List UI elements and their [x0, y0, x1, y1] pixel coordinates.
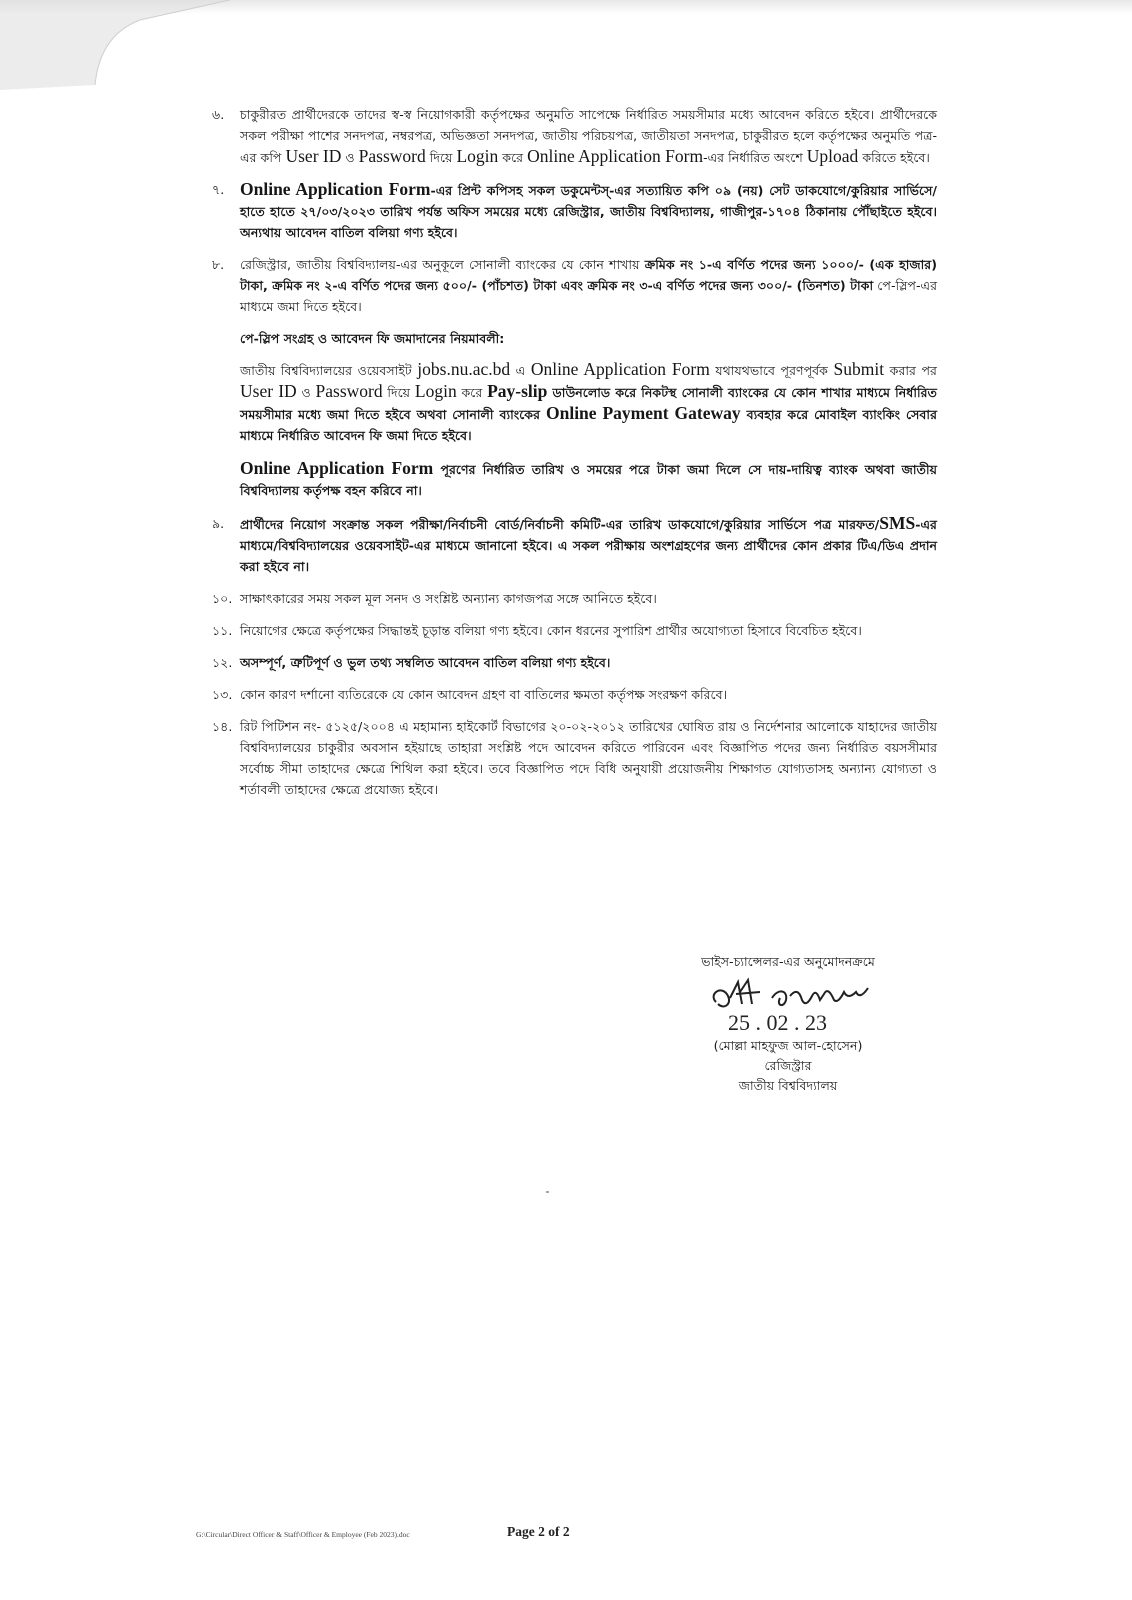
text-segment: পে-স্লিপ-এর মাধ্যমে জমা দিতে হইবে। [240, 278, 937, 314]
text-segment: কোন কারণ দর্শানো ব্যতিরেকে যে কোন আবেদন গ্রহণ বা বাতিলের ক্ষমতা কর্তৃপক্ষ সংরক্ষণ করিবে। [240, 687, 728, 702]
text-segment: Upload [806, 146, 859, 166]
text-segment: ক্রমিক নং ১-এ বর্ণিত পদের জন্য ১০০০/- (এক হাজার) টাকা, ক্রমিক নং ২-এ বর্ণিত পদের জন্য ৫০০/- (পাঁচশত) টাকা এবং ক্রমিক নং ৩-এ বর্ণিত পদের জন্য ৩০০/- (তিনশত) টাকা [240, 257, 937, 293]
signatory-designation: রেজিস্ট্রার [764, 1058, 812, 1073]
footer-page-number: Page 2 of 2 [507, 1524, 570, 1539]
text-segment: Password [358, 146, 426, 166]
item-text [240, 104, 937, 168]
text-segment: -এর নির্ধারিত অংশে [703, 150, 807, 165]
text-segment: Online Application Form [240, 458, 434, 478]
item-number: ৬. [212, 107, 225, 122]
text-segment: করার পর [884, 363, 937, 378]
text-segment: Login [414, 381, 457, 401]
text-segment: ও [341, 150, 359, 165]
text-segment: -এর মাধ্যমে/বিশ্ববিদ্যালয়ের ওয়েবসাইট-এর মাধ্যমে জানানো হইবে। এ সকল পরীক্ষায় অংশগ্রহণের জন্য প্রার্থীদের কোন প্রকার টিএ/ডিএ প্রদান করা হইবে না। [240, 517, 937, 574]
item-text [240, 179, 937, 243]
text-segment: জাতীয় বিশ্ববিদ্যালয়ের ওয়েবসাইট [240, 363, 418, 378]
item-number: ১০. [212, 591, 233, 606]
text-segment: নিয়োগের ক্ষেত্রে কর্তৃপক্ষের সিদ্ধান্তই চূড়ান্ত বলিয়া গণ্য হইবে। কোন ধরনের সুপারিশ প্রার্থীর অযোগ্যতা হিসাবে বিবেচিত হইবে। [240, 623, 862, 638]
item-number: ১৪. [212, 719, 233, 734]
item-number: ১৩. [212, 687, 233, 702]
text-segment: অসম্পূর্ণ, ত্রুটিপূর্ণ ও ভুল তথ্য সম্বলিত আবেদন বাতিল বলিয়া গণ্য হইবে। [240, 655, 611, 670]
list-item [212, 104, 937, 168]
text-segment: Login [456, 146, 499, 166]
text-segment: ব্যবহার করে মোবাইল ব্যাংকিং সেবার মাধ্যমে নির্ধারিত আবেদন ফি জমা দিতে হইবে। [240, 407, 938, 443]
text-segment: Submit [833, 359, 885, 379]
list-item [212, 513, 937, 577]
item-number: ১২. [212, 655, 233, 670]
text-segment: এ [510, 363, 531, 378]
payslip-paragraph-2 [240, 458, 937, 501]
signatory-name: (মোল্লা মাহফুজ আল-হোসেন) [713, 1038, 863, 1053]
footer-file-path: G:\Circular\Direct Officer & Staff\Officer & Employee (Feb 2023).doc [196, 1530, 410, 1539]
item-text [240, 588, 937, 609]
list-item [212, 716, 937, 800]
text-segment: রেজিস্ট্রার, জাতীয় বিশ্ববিদ্যালয়-এর অনুকূলে সোনালী ব্যাংকের যে কোন শাখায় [240, 257, 645, 272]
numbered-list-part-2 [212, 513, 937, 800]
text-segment: Online Application Form [240, 179, 431, 199]
numbered-list-part-1 [212, 104, 937, 317]
text-segment: যথাযথভাবে পূরণপূর্বক [709, 363, 834, 378]
text-segment: User ID [240, 381, 297, 401]
text-segment: jobs.nu.ac.bd [417, 359, 511, 379]
page-curl-corner [0, 0, 230, 90]
list-item [212, 179, 937, 243]
list-item [212, 652, 937, 673]
text-segment: দিয়ে [425, 150, 457, 165]
list-item [212, 684, 937, 705]
payslip-paragraph-1 [240, 359, 937, 446]
list-item [212, 620, 937, 641]
text-segment: ও [296, 385, 316, 400]
text-segment: Online Application Form [527, 146, 704, 166]
signature-block [668, 952, 908, 1096]
document-body [212, 104, 937, 811]
text-segment: SMS [879, 513, 916, 533]
item-text [240, 652, 937, 673]
item-number: ৭. [212, 182, 225, 197]
list-item [212, 254, 937, 317]
item-text [240, 513, 937, 577]
text-segment: -এর প্রিন্ট কপিসহ সকল ডকুমেন্টস্-এর সত্যায়িত কপি ০৯ (নয়) সেট ডাকযোগে/কুরিয়ার সার্ভিসে/হাতে হাতে ২৭/০৩/২০২৩ তারিখ পর্যন্ত অফিস সময়ের মধ্যে রেজিস্ট্রার, জাতীয় বিশ্ববিদ্যালয়, গাজীপুর-১৭০৪ ঠিকানায় পৌঁছাইতে হইবে। অন্যথায় আবেদন বাতিল বলিয়া গণ্য হইবে। [240, 183, 937, 240]
item-number: ১১. [212, 623, 233, 638]
item-number: ৯. [212, 516, 225, 531]
text-segment: Password [315, 381, 383, 401]
item-text [240, 684, 937, 705]
text-segment: User ID [285, 146, 342, 166]
text-segment: চাকুরীরত প্রার্থীদেরকে তাদের স্ব-স্ব নিয়োগকারী কর্তৃপক্ষের অনুমতি সাপেক্ষে নির্ধারিত সময়সীমার মধ্যে আবেদন করিতে হইবে। প্রার্থীদেরকে সকল পরীক্ষা পাশের সনদপত্র, নম্বরপত্র, অভিজ্ঞতা সনদপত্র, জাতীয় পরিচয়পত্র, জাতীয়তা সনদপত্র, চাকুরীরত হলে কর্তৃপক্ষের অনুমতি পত্র-এর কপি [240, 107, 937, 165]
item-text [240, 716, 937, 800]
text-segment: প্রার্থীদের নিয়োগ সংক্রান্ত সকল পরীক্ষা/নির্বাচনী বোর্ড/নির্বাচনী কমিটি-এর তারিখ ডাকযোগে/কুরিয়ার সার্ভিসে পত্র মারফত/ [240, 517, 880, 532]
text-segment: ডাউনলোড করে নিকটস্থ সোনালী ব্যাংকের যে কোন শাখার মাধ্যমে নির্ধারিত সময়সীমার মধ্যে জমা দিতে হইবে অথবা সোনালী ব্যাংকের [240, 385, 937, 422]
text-segment: পূরণের নির্ধারিত তারিখ ও সময়ের পরে টাকা জমা দিলে সে দায়-দায়িত্ব ব্যাংক অথবা জাতীয় বিশ্ববিদ্যালয় কর্তৃপক্ষ বহন করিবে না। [240, 462, 938, 498]
text-segment: Pay-slip [487, 381, 548, 401]
item-text [240, 254, 937, 317]
item-number: ৮. [212, 257, 225, 272]
item-text [240, 620, 937, 641]
signatory-organization: জাতীয় বিশ্ববিদ্যালয় [738, 1078, 838, 1093]
text-segment: Online Payment Gateway [545, 403, 741, 423]
approval-line: ভাইস-চ্যান্সেলর-এর অনুমোদনক্রমে [701, 954, 875, 969]
text-segment: রিট পিটিশন নং- ৫১২৫/২০০৪ এ মহামান্য হাইকোর্ট বিভাগের ২০-০২-২০১২ তারিখের ঘোষিত রায় ও নির্দেশনার আলোকে যাহাদের জাতীয় বিশ্ববিদ্যালয়ের চাকুরীর অবসান হইয়াছে তাহারা সংশ্লিষ্ট পদে আবেদন করিতে পারিবেন এবং বিজ্ঞাপিত পদের জন্য নির্ধারিত বয়সসীমার সর্বোচ্চ সীমা তাহাদের ক্ষেত্রে শিথিল করা হইবে। তবে বিজ্ঞাপিত পদে বিধি অনুযায়ী প্রয়োজনীয় শিক্ষাগত যোগ্যতাসহ অন্যান্য যোগ্যতা ও শর্তাবলী তাহাদের ক্ষেত্রে প্রযোজ্য হইবে। [240, 719, 937, 797]
handwritten-signature [688, 974, 888, 1036]
text-segment: Online Application Form [530, 359, 710, 379]
text-segment: সাক্ষাৎকারের সময় সকল মূল সনদ ও সংশ্লিষ্ট অন্যান্য কাগজপত্র সঙ্গে আনিতে হইবে। [240, 591, 657, 606]
text-segment: দিয়ে [382, 385, 415, 400]
list-item [212, 588, 937, 609]
text-segment: করে [456, 385, 488, 400]
payslip-heading: পে-স্লিপ সংগ্রহ ও আবেদন ফি জমাদানের নিয়মাবলী: [240, 331, 505, 346]
text-segment: করিতে হইবে। [858, 150, 930, 165]
signature-date: 25 . 02 . 23 [728, 1010, 827, 1035]
text-segment: করে [498, 150, 528, 165]
scan-speck [546, 1191, 549, 1193]
